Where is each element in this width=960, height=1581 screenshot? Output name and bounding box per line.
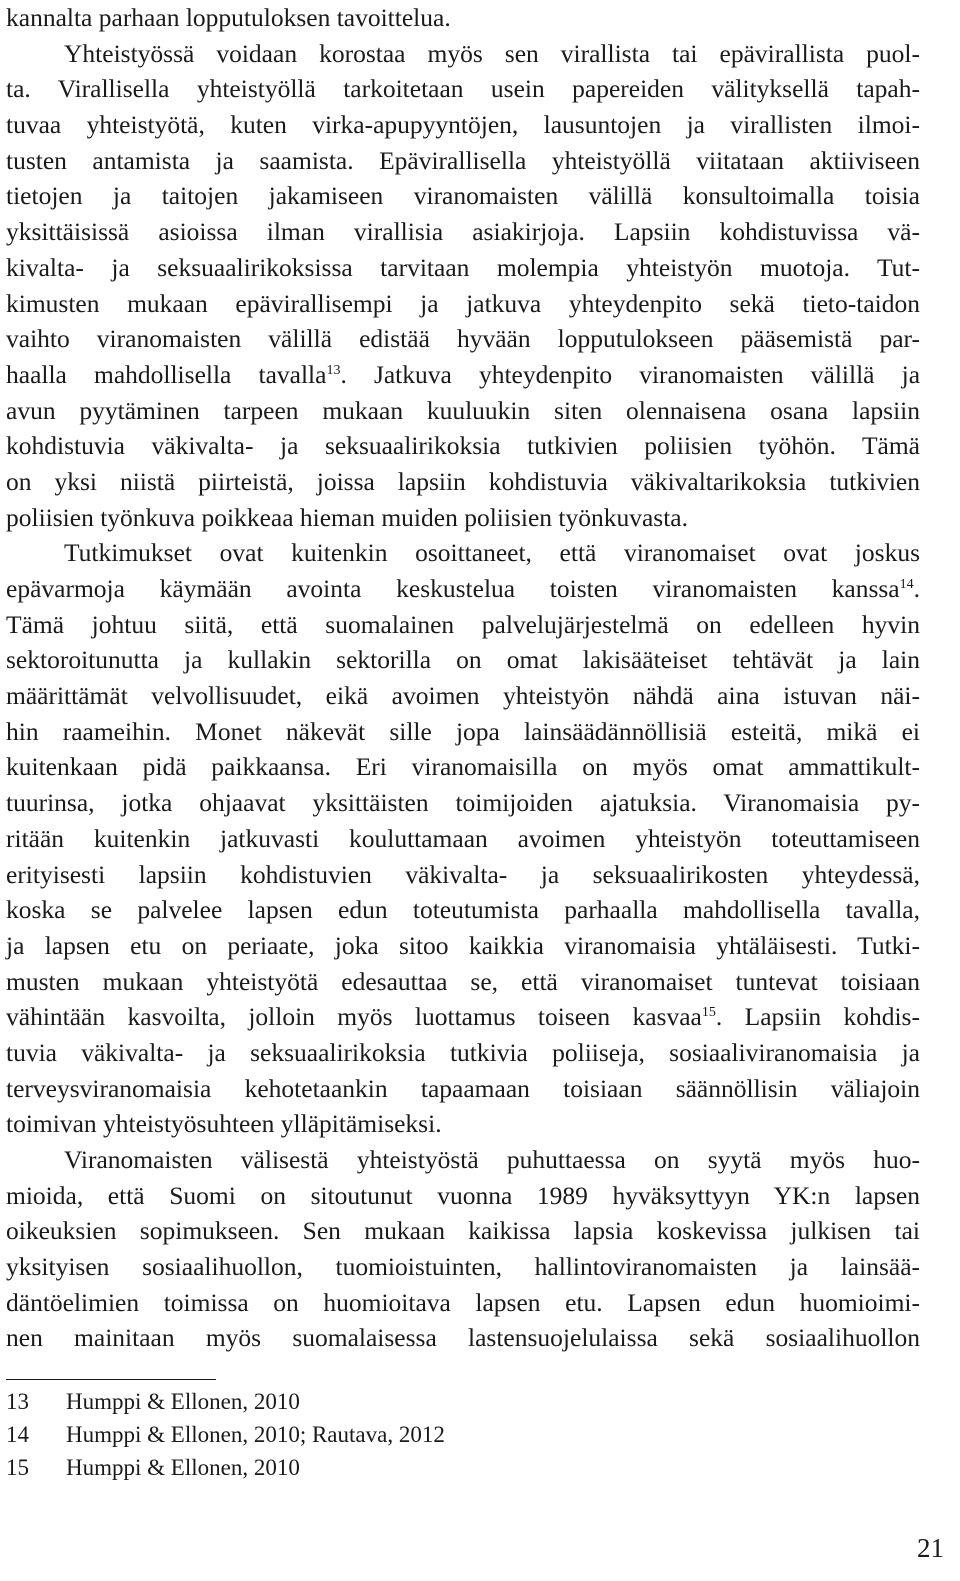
text-run: avun pyytäminen tarpeen mukaan kuuluukin siten olennaisena osana lapsiin [6,395,920,425]
text-line [6,214,920,250]
text-line [6,1213,920,1249]
text-line [6,857,920,893]
text-run: yksittäisissä asioissa ilman virallisia asiakirjoja. Lapsiin kohdistuvissa vä- [6,217,920,247]
text-run: oikeuksien sopimukseen. Sen mukaan kaikissa lapsia koskevissa julkisen tai [6,1216,920,1246]
text-line [6,1106,920,1142]
text-run: Tutkimukset ovat kuitenkin osoittaneet, että viranomaiset ovat joskus [64,538,920,568]
text-line [6,107,920,143]
text-run: tusten antamista ja saamista. Epävirallisella yhteistyöllä viitataan aktiiviseen [6,145,920,175]
text-line [6,321,920,357]
footnote [6,1418,906,1451]
text-line [6,999,920,1035]
footnotes [6,1385,906,1484]
text-run: . Jatkuva yhteydenpito viranomaisten välillä ja [340,359,921,389]
text-run: toimivan yhteistyösuhteen ylläpitämiseksi. [6,1109,442,1139]
text-line [6,749,920,785]
text-line [6,1071,920,1107]
text-line [6,964,920,1000]
footnote-text: Humppi & Ellonen, 2010 [66,1389,300,1414]
text-run: tietojen ja taitojen jakamiseen viranomaisten välillä konsultoimalla toisia [6,181,920,211]
text-line [6,1320,920,1356]
text-line [6,1285,920,1321]
text-line [6,36,920,72]
text-line [6,892,920,928]
text-line [6,393,920,429]
text-line [6,500,920,536]
text-run: epävarmoja käymään avointa keskustelua toisten viranomaisten kanssa [6,574,900,603]
footnote-reference: 14 [899,577,914,592]
text-run: kannalta parhaan lopputuloksen tavoittelua. [6,3,451,32]
text-run: Viranomaisten välisestä yhteistyöstä puhuttaessa on syytä myös huo- [64,1145,920,1174]
text-run: haalla mahdollisella tavalla [6,359,327,389]
footnote-text: Humppi & Ellonen, 2010; Rautava, 2012 [66,1422,445,1447]
text-line [6,428,920,464]
text-run: terveysviranomaisia kehotetaankin tapaamaan toisiaan säännöllisin väliajoin [6,1073,920,1103]
text-run: ja lapsen etu on periaate, joka sitoo kaikkia viranomaisia yhtäläisesti. Tutki- [6,930,920,960]
text-run: Tämä johtuu siitä, että suomalainen palvelujärjestelmä on edelleen hyvin [6,609,920,639]
footnote [6,1451,906,1484]
body-text [6,0,920,1356]
text-line [6,250,920,286]
text-line [6,71,920,107]
text-line [6,785,920,821]
text-run: määrittämät velvollisuudet, eikä avoimen yhteistyön nähdä aina istuvan näi- [6,681,920,711]
text-line [6,642,920,678]
text-run: tuvia väkivalta- ja seksuaalirikoksia tutkivia poliiseja, sosiaaliviranomaisia ja [6,1037,920,1067]
text-line [6,714,920,750]
text-run: . [913,574,920,603]
footnote-reference: 13 [326,362,341,378]
text-line [6,1142,920,1178]
text-run: vaihto viranomaisten välillä edistää hyvään lopputulokseen pääsemistä par- [6,324,920,354]
text-run: mioida, että Suomi on sitoutunut vuonna 1989 hyväksyttyyn YK:n lapsen [6,1180,920,1210]
text-line [6,821,920,857]
text-line [6,0,920,36]
text-line [6,535,920,571]
text-run: kimusten mukaan epävirallisempi ja jatkuva yhteydenpito sekä tieto-taidon [6,288,920,318]
text-run: däntöelimien toimissa on huomioitava lapsen etu. Lapsen edun huomioimi- [6,1287,920,1317]
text-run: musten mukaan yhteistyötä edesauttaa se, että viranomaiset tuntevat toisiaan [6,966,920,996]
text-run: ta. Virallisella yhteistyöllä tarkoitetaan usein papereiden välityksellä tapah- [6,74,920,104]
text-run: . Lapsiin kohdis- [715,1002,920,1032]
text-run: sektoroitunutta ja kullakin sektorilla on omat lakisääteiset tehtävät ja lain [6,645,920,675]
text-run: erityisesti lapsiin kohdistuvien väkivalta- ja seksuaalirikosten yhteydessä, [6,859,920,889]
footnote-number: 14 [6,1422,29,1447]
footnote-text: Humppi & Ellonen, 2010 [66,1455,300,1480]
text-line [6,1178,920,1214]
footnote-number: 15 [6,1455,29,1480]
text-line [6,178,920,214]
page-number: 21 [917,1533,944,1563]
text-run: kivalta- ja seksuaalirikoksissa tarvitaan molempia yhteistyön muotoja. Tut- [6,252,920,282]
footnote-number: 13 [6,1389,29,1414]
text-line [6,571,920,607]
text-run: on yksi niistä piirteistä, joissa lapsiin kohdistuvia väkivaltarikoksia tutkivien [6,466,920,496]
text-line [6,357,920,393]
text-run: ritään kuitenkin jatkuvasti kouluttamaan avoimen yhteistyön toteuttamiseen [6,823,920,853]
text-line [6,143,920,179]
text-run: hin raameihin. Monet näkevät sille jopa lainsäädännöllisiä esteitä, mikä ei [6,716,920,746]
text-run: kohdistuvia väkivalta- ja seksuaalirikoksia tutkivien poliisien työhön. Tämä [6,431,920,461]
text-run: vähintään kasvoilta, jolloin myös luottamus toiseen kasvaa [6,1002,702,1032]
text-line [6,607,920,643]
text-run: kuitenkaan pidä paikkaansa. Eri viranomaisilla on myös omat ammattikult- [6,752,920,782]
footnote-reference: 15 [701,1005,716,1021]
text-run: yksityisen sosiaalihuollon, tuomioistuinten, hallintoviranomaisten ja lainsää- [6,1252,920,1282]
text-line [6,464,920,500]
text-run: tuurinsa, jotka ohjaavat yksittäisten toimijoiden ajatuksia. Viranomaisia py- [6,788,920,818]
text-run: nen mainitaan myös suomalaisessa lastensuojelulaissa sekä sosiaalihuollon [6,1323,920,1353]
text-run: tuvaa yhteistyötä, kuten virka-apupyyntöjen, lausuntojen ja virallisten ilmoi- [6,110,920,140]
text-line [6,928,920,964]
footnote-divider [6,1379,216,1380]
footnote [6,1385,906,1418]
text-line [6,286,920,322]
text-run: koska se palvelee lapsen edun toteutumista parhaalla mahdollisella tavalla, [6,895,920,925]
text-line [6,1249,920,1285]
text-line [6,1035,920,1071]
text-run: Yhteistyössä voidaan korostaa myös sen virallista tai epävirallista puol- [64,38,920,68]
text-line [6,678,920,714]
text-run: poliisien työnkuva poikkeaa hieman muiden poliisien työnkuvasta. [6,502,689,532]
